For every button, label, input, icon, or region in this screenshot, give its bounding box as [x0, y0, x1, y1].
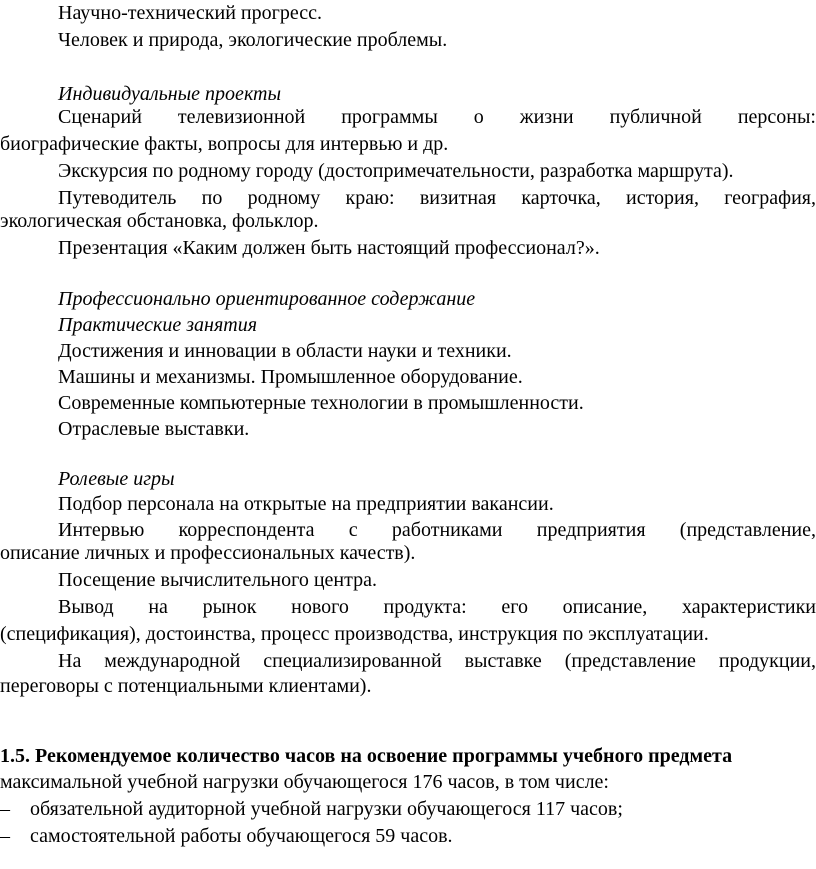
paragraph-line: Научно-технический прогресс. — [58, 2, 322, 24]
paragraph-line: описание личных и профессиональных качеств). — [0, 542, 416, 564]
list-item-text: обязательной аудиторной учебной нагрузки обучающегося 117 часов; — [30, 798, 623, 820]
paragraph-line: экологическая обстановка, фольклор. — [0, 210, 319, 232]
list-dash: – — [0, 825, 10, 847]
paragraph-line: Вывод на рынок нового продукта: его описание, характеристики — [58, 596, 816, 618]
paragraph-line: Отраслевые выставки. — [58, 418, 250, 440]
paragraph-line: Подбор персонала на открытые на предприятии вакансии. — [58, 493, 554, 515]
list-dash: – — [0, 798, 10, 820]
paragraph-line: Путеводитель по родному краю: визитная карточка, история, география, — [58, 187, 816, 209]
section-heading-role-games: Ролевые игры — [58, 468, 175, 490]
section-heading-professional-content: Профессионально ориентированное содержание — [58, 288, 476, 310]
list-item — [0, 823, 816, 850]
paragraph-line: Экскурсия по родному городу (достопримечательности, разработка маршрута). — [58, 160, 734, 182]
section-subheading-practical: Практические занятия — [58, 314, 258, 336]
list-item — [0, 796, 816, 823]
paragraph-line: Современные компьютерные технологии в промышленности. — [58, 392, 584, 414]
list-item-text: самостоятельной работы обучающегося 59 часов. — [30, 825, 453, 847]
paragraph-line: На международной специализированной выставке (представление продукции, — [58, 650, 816, 672]
paragraph-line: Интервью корреспондента с работниками предприятия (представление, — [58, 519, 816, 541]
paragraph-line: переговоры с потенциальными клиентами). — [0, 675, 372, 697]
paragraph-line: Машины и механизмы. Промышленное оборудование. — [58, 366, 523, 388]
section-heading-individual-projects: Индивидуальные проекты — [58, 83, 282, 105]
paragraph-line: Сценарий телевизионной программы о жизни публичной персоны: — [58, 106, 816, 128]
paragraph-line: Достижения и инновации в области науки и техники. — [58, 340, 512, 362]
paragraph-line: максимальной учебной нагрузки обучающегося 176 часов, в том числе: — [0, 771, 609, 793]
paragraph-line: (спецификация), достоинства, процесс производства, инструкция по эксплуатации. — [0, 623, 709, 645]
paragraph-line: биографические факты, вопросы для интервью и др. — [0, 133, 449, 155]
section-heading-hours: 1.5. Рекомендуемое количество часов на освоение программы учебного предмета — [0, 745, 733, 767]
paragraph-line: Посещение вычислительного центра. — [58, 569, 377, 591]
paragraph-line: Человек и природа, экологические проблемы. — [58, 29, 448, 51]
paragraph-line: Презентация «Каким должен быть настоящий профессионал?». — [58, 237, 600, 259]
